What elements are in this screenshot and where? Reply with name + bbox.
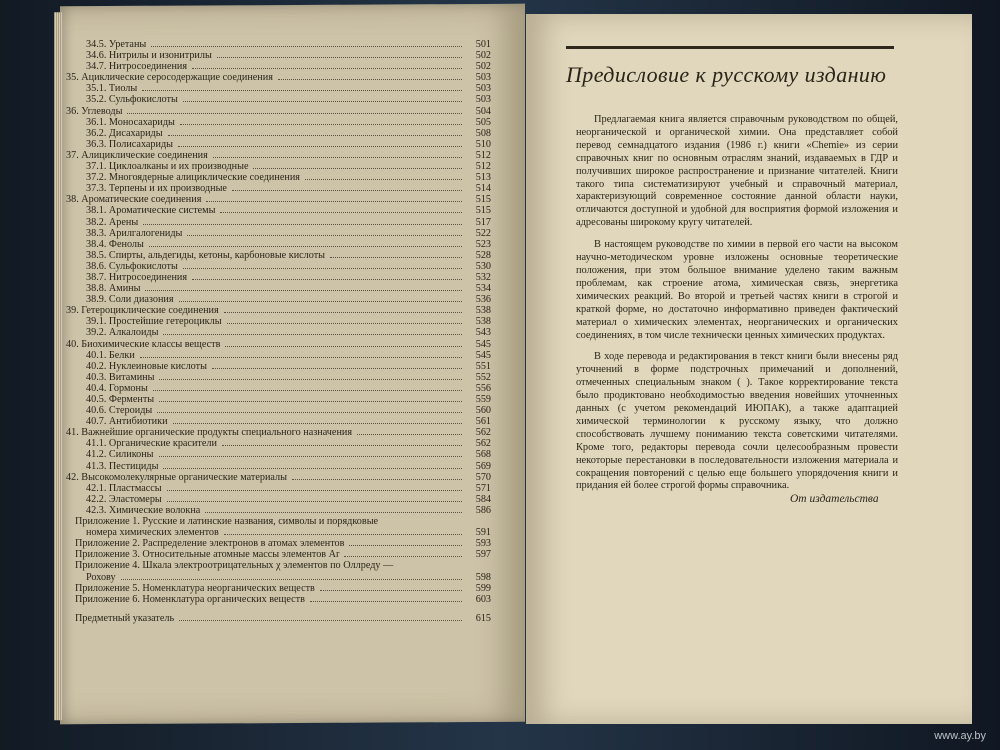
toc-leader-dots (167, 494, 462, 502)
toc-entry-label: 38.1. Ароматические системы (86, 205, 216, 217)
toc-entry-label: номера химических элементов (86, 527, 219, 539)
toc-entry-label: 36.3. Полисахариды (86, 138, 173, 150)
toc-entry (66, 139, 491, 150)
toc-entry-label: Приложение 2. Распределение электронов в атомах элементов (75, 538, 345, 550)
toc-entry (66, 339, 491, 350)
toc-entry (66, 461, 491, 472)
toc-leader-dots (142, 83, 462, 91)
toc-entry-page: 545 (475, 349, 491, 361)
toc-entry (66, 39, 491, 50)
toc-entry (66, 194, 491, 205)
preface-paragraph: В настоящем руководстве по химии в первой его части на высоком научно-методическом уровне изложены основные теоретические положения, при этом большое внимание уделено таким важным проблемам, как строение атома, химическая связь, энергетика химических реакций. Во второй и третьей частях книги в строгой и краткой форме, но достаточно информативно приведен фактический материал о химических элементах, неорганических и органических соединениях, в том числе технически ценных химических продуктах. (576, 239, 898, 341)
toc-entry-label: 37.2. Многоядерные алициклические соединения (86, 172, 300, 184)
toc-entry-label: 40.4. Гормоны (86, 382, 148, 394)
toc-entry (66, 294, 491, 305)
table-of-contents (66, 39, 491, 624)
toc-entry-label: Приложение 3. Относительные атомные массы элементов Ar (75, 549, 340, 561)
toc-entry-page: 503 (475, 72, 491, 84)
toc-entry-page: 515 (475, 205, 491, 217)
toc-entry-page: 584 (475, 493, 491, 505)
toc-entry-label: 42.2. Эластомеры (86, 493, 162, 505)
toc-entry-page: 543 (475, 327, 491, 339)
toc-spacer (66, 605, 491, 613)
toc-entry-label: 41.2. Силиконы (86, 449, 154, 461)
toc-entry-page: 503 (475, 94, 491, 106)
toc-entry-label: Приложение 1. Русские и латинские названия, символы и порядковые (75, 516, 379, 528)
toc-entry-label: Предметный указатель (75, 612, 175, 624)
toc-entry-page: 559 (475, 394, 491, 405)
toc-entry-page: 503 (475, 83, 491, 95)
toc-leader-dots (121, 572, 462, 580)
toc-leader-dots (153, 383, 462, 391)
toc-entry (66, 150, 491, 161)
toc-entry (66, 217, 491, 228)
toc-entry (66, 228, 491, 239)
toc-entry-page: 615 (475, 612, 491, 624)
toc-entry-label: 42.3. Химические волокна (86, 504, 201, 516)
toc-entry-page: 570 (475, 471, 491, 483)
toc-entry (66, 261, 491, 272)
toc-entry (66, 283, 491, 294)
toc-leader-dots (278, 72, 462, 80)
toc-leader-dots (149, 239, 462, 247)
preface-paragraph: Предлагаемая книга является справочным руководством по общей, неорганической и органической химии. Она представляет собой перевод семнадцатого издания (1986 г.) книги «Chemie» из серии справочных книг по основным отраслям знаний, издаваемых в ГДР и получивших широкое распространение и признание читателей. Книги такого типа систематизируют учебный и справочный материал, характеризующий современное состояние данной области науки, отличаются доступной и удобной для восприятия формой изложения и адресованы широкому кругу читателей. (576, 114, 898, 229)
toc-entry (66, 205, 491, 216)
toc-entry (66, 128, 491, 139)
toc-entry (66, 383, 491, 394)
toc-leader-dots (213, 150, 462, 158)
toc-entry-label: 34.6. Нитрилы и изонитрилы (86, 50, 212, 62)
toc-entry (66, 394, 491, 405)
toc-entry-label: 40.1. Белки (86, 349, 135, 361)
toc-entry-page: 538 (475, 305, 491, 317)
toc-entry (66, 405, 491, 416)
toc-entry-label: 36. Углеводы (66, 105, 123, 117)
toc-entry-page: 560 (475, 405, 491, 417)
toc-entry (66, 161, 491, 172)
toc-leader-dots (151, 39, 462, 47)
toc-entry (66, 549, 491, 560)
toc-entry-page: 536 (475, 294, 491, 306)
toc-entry-label: 38.6. Сульфокислоты (86, 260, 178, 272)
toc-entry-label: 37. Алициклические соединения (66, 149, 208, 161)
toc-entry (66, 172, 491, 183)
toc-entry-label: 38.2. Арены (86, 216, 139, 228)
toc-leader-dots (168, 128, 462, 136)
toc-entry (66, 416, 491, 427)
toc-entry (66, 250, 491, 261)
toc-entry (66, 427, 491, 438)
toc-entry-page: 528 (475, 249, 491, 261)
toc-leader-dots (357, 427, 462, 435)
toc-entry-page: 504 (475, 105, 491, 117)
toc-entry (66, 305, 491, 316)
toc-entry-page: 512 (475, 149, 491, 161)
toc-leader-dots (232, 183, 462, 191)
toc-entry-label: 38.4. Фенолы (86, 238, 144, 250)
toc-leader-dots (220, 205, 462, 213)
toc-entry-label: 38. Ароматические соединения (66, 194, 202, 206)
toc-entry-label: 41. Важнейшие органические продукты специального назначения (66, 427, 353, 439)
toc-entry-label: 38.3. Арилгалогениды (86, 227, 183, 239)
toc-entry-page: 569 (475, 460, 491, 472)
toc-entry-label: 34.5. Уретаны (86, 39, 147, 50)
toc-entry-page: 523 (475, 238, 491, 250)
toc-entry-label: 40.2. Нуклеиновые кислоты (86, 360, 207, 372)
preface-signature: От издательства (790, 493, 879, 505)
toc-entry-label: 35.2. Сульфокислоты (86, 94, 178, 106)
title-rule (566, 46, 894, 49)
toc-entry (66, 94, 491, 105)
toc-entry (66, 438, 491, 449)
toc-entry (66, 516, 491, 527)
toc-leader-dots (159, 372, 462, 380)
toc-entry-label: Приложение 5. Номенклатура неорганических веществ (75, 582, 315, 594)
toc-entry (66, 239, 491, 250)
toc-entry (66, 72, 491, 83)
toc-entry-page: 556 (475, 382, 491, 394)
toc-entry (66, 560, 491, 571)
toc-entry-page: 598 (475, 571, 491, 583)
toc-entry-page: 534 (475, 283, 491, 295)
toc-leader-dots (167, 483, 462, 491)
toc-entry-label: Приложение 6. Номенклатура органических веществ (75, 593, 305, 605)
toc-entry-page: 522 (475, 227, 491, 239)
toc-leader-dots (178, 139, 462, 147)
toc-entry-label: 40.5. Ферменты (86, 394, 155, 405)
toc-entry-page: 502 (475, 50, 491, 62)
toc-leader-dots (183, 94, 462, 102)
toc-entry (66, 83, 491, 94)
toc-entry (66, 61, 491, 72)
toc-entry-page: 545 (475, 338, 491, 350)
toc-leader-dots (183, 261, 462, 269)
toc-entry (66, 572, 491, 583)
toc-entry (66, 50, 491, 61)
toc-entry (66, 327, 491, 338)
toc-entry-page: 552 (475, 371, 491, 383)
toc-entry-label: Приложение 4. Шкала электроотрицательных χ элементов по Оллреду — (75, 560, 394, 572)
toc-leader-dots (253, 161, 462, 169)
toc-entry (66, 183, 491, 194)
toc-entry-page: 568 (475, 449, 491, 461)
toc-entry-page: 532 (475, 271, 491, 283)
toc-leader-dots (320, 583, 462, 591)
toc-entry (66, 594, 491, 605)
toc-entry-label: 38.8. Амины (86, 283, 141, 295)
toc-leader-dots (159, 449, 462, 457)
toc-entry-label: 41.3. Пестициды (86, 460, 159, 472)
toc-entry (66, 272, 491, 283)
toc-entry-label: 39.1. Простейшие гетероциклы (86, 316, 222, 328)
toc-entry-label: 40.7. Антибиотики (86, 416, 168, 428)
toc-leader-dots (225, 339, 462, 347)
toc-entry-label: 34.7. Нитросоединения (86, 61, 188, 73)
toc-entry-label: 35.1. Тиолы (86, 83, 138, 95)
toc-entry (66, 583, 491, 594)
toc-entry-page: 538 (475, 316, 491, 328)
toc-entry-label: 39.2. Алкалоиды (86, 327, 159, 339)
toc-leader-dots (305, 172, 462, 180)
toc-entry-page: 603 (475, 593, 491, 605)
toc-entry-label: Рохову (86, 571, 116, 583)
toc-leader-dots (224, 527, 462, 535)
toc-entry-label: 41.1. Органические красители (86, 438, 217, 450)
toc-entry-label: 37.1. Циклоалканы и их производные (86, 161, 249, 173)
toc-entry-page: 561 (475, 416, 491, 428)
preface-body (576, 114, 898, 502)
toc-leader-dots (192, 272, 462, 280)
toc-leader-dots (205, 505, 462, 513)
toc-leader-dots (159, 394, 462, 402)
preface-paragraph: В ходе перевода и редактирования в текст книги были внесены ряд уточнений в форме подстрочных примечаний и дополнений, отмеченных специальным знаком ( ). Такое корректирование текста было продиктовано необходимостью введения новейших уточненных данных (с учетом рекомендаций ИЮПАК), а также адаптацией химической терминологии к русскому языку, что должно способствовать лучшему пониманию текста советскими читателями. Кроме того, редакторы перевода сочли целесообразным провести некоторые перестановки в последовательности изложения материала и сокращения повторений с целью еще большего упорядочения книги и придания ей более строгой формы справочника. (576, 351, 898, 492)
toc-entry (66, 613, 491, 624)
toc-leader-dots (349, 538, 462, 546)
preface-title: Предисловие к русскому изданию (566, 62, 887, 87)
toc-leader-dots (222, 438, 462, 446)
toc-entry-page: 502 (475, 61, 491, 73)
toc-leader-dots (187, 228, 462, 236)
toc-entry-page: 510 (475, 138, 491, 150)
toc-leader-dots (212, 361, 462, 369)
toc-leader-dots (179, 613, 462, 621)
toc-entry-page: 551 (475, 360, 491, 372)
toc-leader-dots (145, 283, 462, 291)
toc-entry-page: 571 (475, 482, 491, 494)
toc-entry-label: 39. Гетероциклические соединения (66, 305, 219, 317)
toc-entry (66, 449, 491, 460)
toc-entry-label: 38.7. Нитросоединения (86, 271, 188, 283)
toc-leader-dots (179, 294, 462, 302)
toc-entry (66, 350, 491, 361)
toc-entry-page: 514 (475, 183, 491, 195)
toc-entry-label: 38.9. Соли диазония (86, 294, 174, 306)
toc-leader-dots (206, 194, 462, 202)
toc-entry-page: 501 (475, 39, 491, 50)
toc-entry-page: 505 (475, 116, 491, 128)
toc-entry-label: 42. Высокомолекулярные органические материалы (66, 471, 287, 483)
watermark: www.ay.by (934, 730, 986, 742)
toc-leader-dots (217, 50, 462, 58)
toc-entry-label: 40. Биохимические классы веществ (66, 338, 221, 350)
toc-leader-dots (163, 327, 462, 335)
toc-leader-dots (310, 594, 462, 602)
toc-entry-page: 513 (475, 172, 491, 184)
toc-entry-page: 515 (475, 194, 491, 206)
toc-entry-page: 517 (475, 216, 491, 228)
toc-leader-dots (292, 472, 462, 480)
toc-entry-page: 593 (475, 538, 491, 550)
toc-entry (66, 527, 491, 538)
toc-leader-dots (143, 217, 462, 225)
toc-entry (66, 483, 491, 494)
toc-entry-page: 562 (475, 427, 491, 439)
toc-entry (66, 117, 491, 128)
toc-leader-dots (140, 350, 462, 358)
toc-entry-label: 36.2. Дисахариды (86, 127, 163, 139)
toc-entry-page: 530 (475, 260, 491, 272)
toc-entry-page: 597 (475, 549, 491, 561)
toc-leader-dots (224, 305, 462, 313)
toc-entry-page: 599 (475, 582, 491, 594)
toc-entry (66, 494, 491, 505)
toc-entry (66, 472, 491, 483)
toc-entry-label: 38.5. Спирты, альдегиды, кетоны, карбоновые кислоты (86, 249, 326, 261)
toc-leader-dots (330, 250, 462, 258)
toc-leader-dots (173, 416, 462, 424)
toc-entry-label: 37.3. Терпены и их производные (86, 183, 227, 195)
toc-entry-page: 512 (475, 161, 491, 173)
toc-entry (66, 316, 491, 327)
toc-entry-label: 42.1. Пластмассы (86, 482, 162, 494)
toc-entry (66, 361, 491, 372)
toc-entry-page: 562 (475, 438, 491, 450)
toc-entry (66, 372, 491, 383)
toc-leader-dots (127, 106, 462, 114)
toc-leader-dots (192, 61, 462, 69)
toc-leader-dots (180, 117, 462, 125)
toc-leader-dots (227, 316, 462, 324)
toc-entry (66, 538, 491, 549)
toc-entry-page: 586 (475, 504, 491, 516)
toc-leader-dots (344, 549, 462, 557)
toc-entry (66, 106, 491, 117)
toc-entry-page: 508 (475, 127, 491, 139)
toc-entry (66, 505, 491, 516)
page-stack-edge (54, 12, 62, 720)
toc-entry-label: 36.1. Моносахариды (86, 116, 175, 128)
toc-entry-label: 40.6. Стероиды (86, 405, 153, 417)
toc-leader-dots (163, 461, 462, 469)
toc-entry-label: 35. Ациклические серосодержащие соединения (66, 72, 273, 84)
toc-leader-dots (157, 405, 462, 413)
toc-entry-label: 40.3. Витамины (86, 371, 155, 383)
toc-entry-page: 591 (475, 527, 491, 539)
